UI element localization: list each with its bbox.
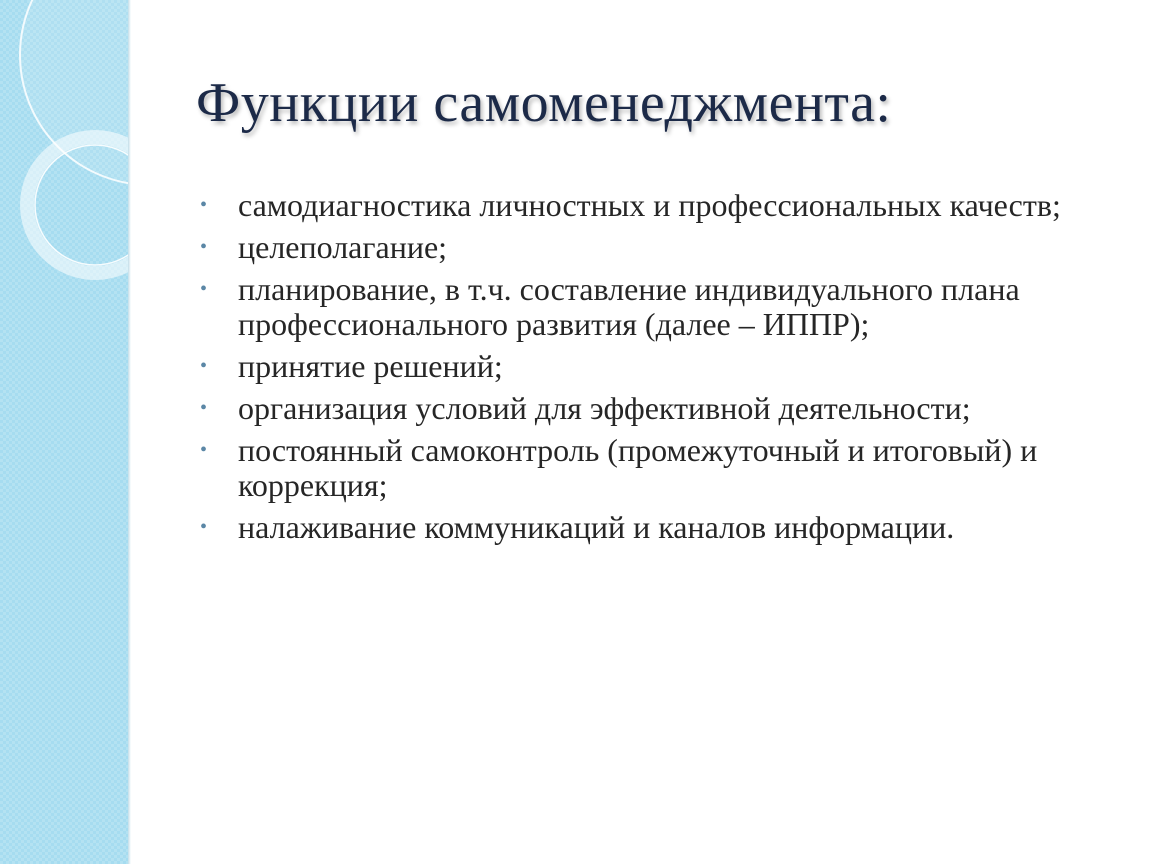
list-item bbox=[200, 188, 1100, 223]
decorative-circles bbox=[0, 0, 128, 864]
list-item bbox=[200, 349, 1100, 384]
list-item bbox=[200, 272, 1100, 342]
side-band-edge bbox=[128, 0, 131, 864]
slide-title: Функции самоменеджмента: bbox=[196, 72, 892, 134]
bullet-dot-icon: • bbox=[200, 355, 208, 377]
bullet-dot-icon: • bbox=[200, 194, 208, 216]
list-item-text: самодиагностика личностных и профессиональных качеств; bbox=[238, 187, 1061, 223]
list-item-text: целеполагание; bbox=[238, 229, 448, 265]
list-item-text: принятие решений; bbox=[238, 348, 503, 384]
list-item-text: организация условий для эффективной деятельности; bbox=[238, 390, 971, 426]
list-item-text: планирование, в т.ч. составление индивидуального плана профессионального развития (далее – ИППР); bbox=[238, 271, 1020, 342]
list-item bbox=[200, 230, 1100, 265]
bullet-dot-icon: • bbox=[200, 439, 208, 461]
bullet-dot-icon: • bbox=[200, 236, 208, 258]
bullet-dot-icon: • bbox=[200, 516, 208, 538]
list-item-text: постоянный самоконтроль (промежуточный и итоговый) и коррекция; bbox=[238, 432, 1038, 503]
decorative-side-band bbox=[0, 0, 128, 864]
list-item bbox=[200, 391, 1100, 426]
list-item bbox=[200, 433, 1100, 503]
list-item bbox=[200, 510, 1100, 545]
bullet-dot-icon: • bbox=[200, 397, 208, 419]
list-item-text: налаживание коммуникаций и каналов информации. bbox=[238, 509, 955, 545]
bullet-list bbox=[200, 188, 1100, 552]
bullet-dot-icon: • bbox=[200, 278, 208, 300]
